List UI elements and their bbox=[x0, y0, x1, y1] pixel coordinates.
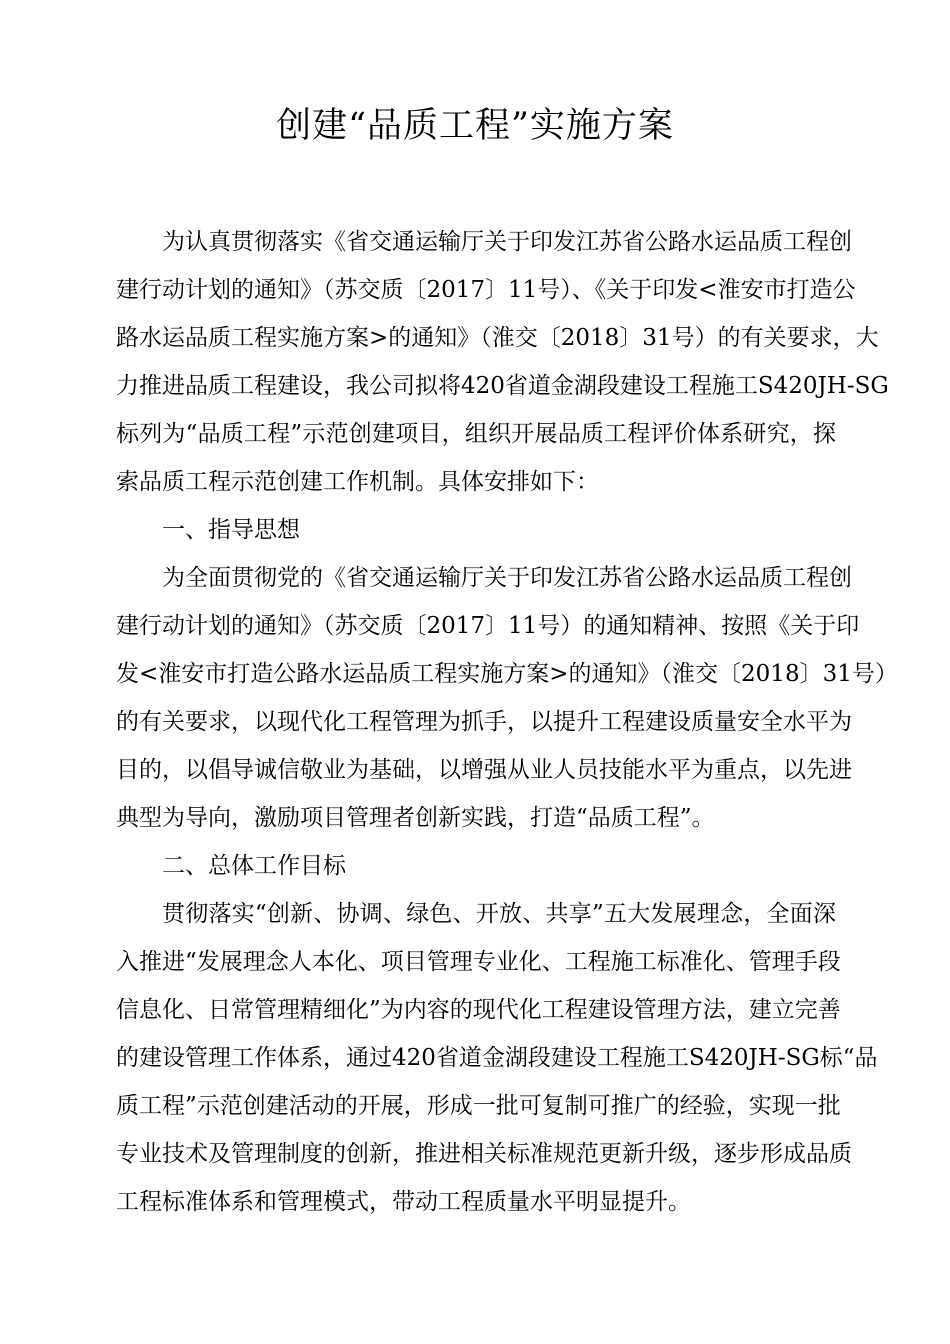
text-line: 建行动计划的通知》（苏交质〔2017〕11号）、《关于印发<淮安市打造公 bbox=[116, 277, 856, 303]
paragraph-intro bbox=[116, 218, 889, 506]
section-heading-overall-goals bbox=[116, 842, 836, 890]
text-line: 入推进“发展理念人本化、项目管理专业化、工程施工标准化、管理手段 bbox=[116, 949, 841, 975]
text-line: 典型为导向，激励项目管理者创新实践，打造“品质工程”。 bbox=[116, 805, 715, 831]
text-line: 质工程”示范创建活动的开展，形成一批可复制可推广的经验，实现一批 bbox=[116, 1093, 841, 1119]
document-title: 创建“品质工程”实施方案 bbox=[276, 106, 674, 146]
paragraph-overall-goals bbox=[116, 890, 878, 1226]
text-line: 索品质工程示范创建工作机制。具体安排如下： bbox=[116, 469, 599, 495]
text-line: 标列为“品质工程”示范创建项目，组织开展品质工程评价体系研究，探 bbox=[116, 421, 836, 447]
text-line: 目的，以倡导诚信敬业为基础，以增强从业人员技能水平为重点，以先进 bbox=[116, 757, 852, 783]
text-line: 发<淮安市打造公路水运品质工程实施方案>的通知》（淮交〔2018〕31号） bbox=[116, 661, 898, 687]
document-body bbox=[116, 218, 898, 1226]
text-line: 力推进品质工程建设，我公司拟将420省道金湖段建设工程施工S420JH-SG bbox=[116, 373, 889, 399]
paragraph-guiding-ideology bbox=[116, 554, 898, 842]
text-line: 路水运品质工程实施方案>的通知》（淮交〔2018〕31号）的有关要求，大 bbox=[116, 325, 879, 351]
section-heading: 二、总体工作目标 bbox=[162, 853, 346, 879]
text-line: 的有关要求，以现代化工程管理为抓手，以提升工程建设质量安全水平为 bbox=[116, 709, 852, 735]
text-line: 为认真贯彻落实《省交通运输厅关于印发江苏省公路水运品质工程创 bbox=[162, 229, 852, 255]
text-line: 建行动计划的通知》（苏交质〔2017〕11号）的通知精神、按照《关于印 bbox=[116, 613, 860, 639]
text-line: 工程标准体系和管理模式，带动工程质量水平明显提升。 bbox=[116, 1189, 691, 1215]
section-heading: 一、指导思想 bbox=[162, 517, 300, 543]
text-line: 信息化、日常管理精细化”为内容的现代化工程建设管理方法，建立完善 bbox=[116, 997, 841, 1023]
text-line: 的建设管理工作体系，通过420省道金湖段建设工程施工S420JH-SG标“品 bbox=[116, 1045, 878, 1071]
text-line: 贯彻落实“创新、协调、绿色、开放、共享”五大发展理念，全面深 bbox=[162, 901, 836, 927]
section-heading-guiding-ideology bbox=[116, 506, 836, 554]
text-line: 为全面贯彻党的《省交通运输厅关于印发江苏省公路水运品质工程创 bbox=[162, 565, 852, 591]
text-line: 专业技术及管理制度的创新，推进相关标准规范更新升级，逐步形成品质 bbox=[116, 1141, 852, 1167]
